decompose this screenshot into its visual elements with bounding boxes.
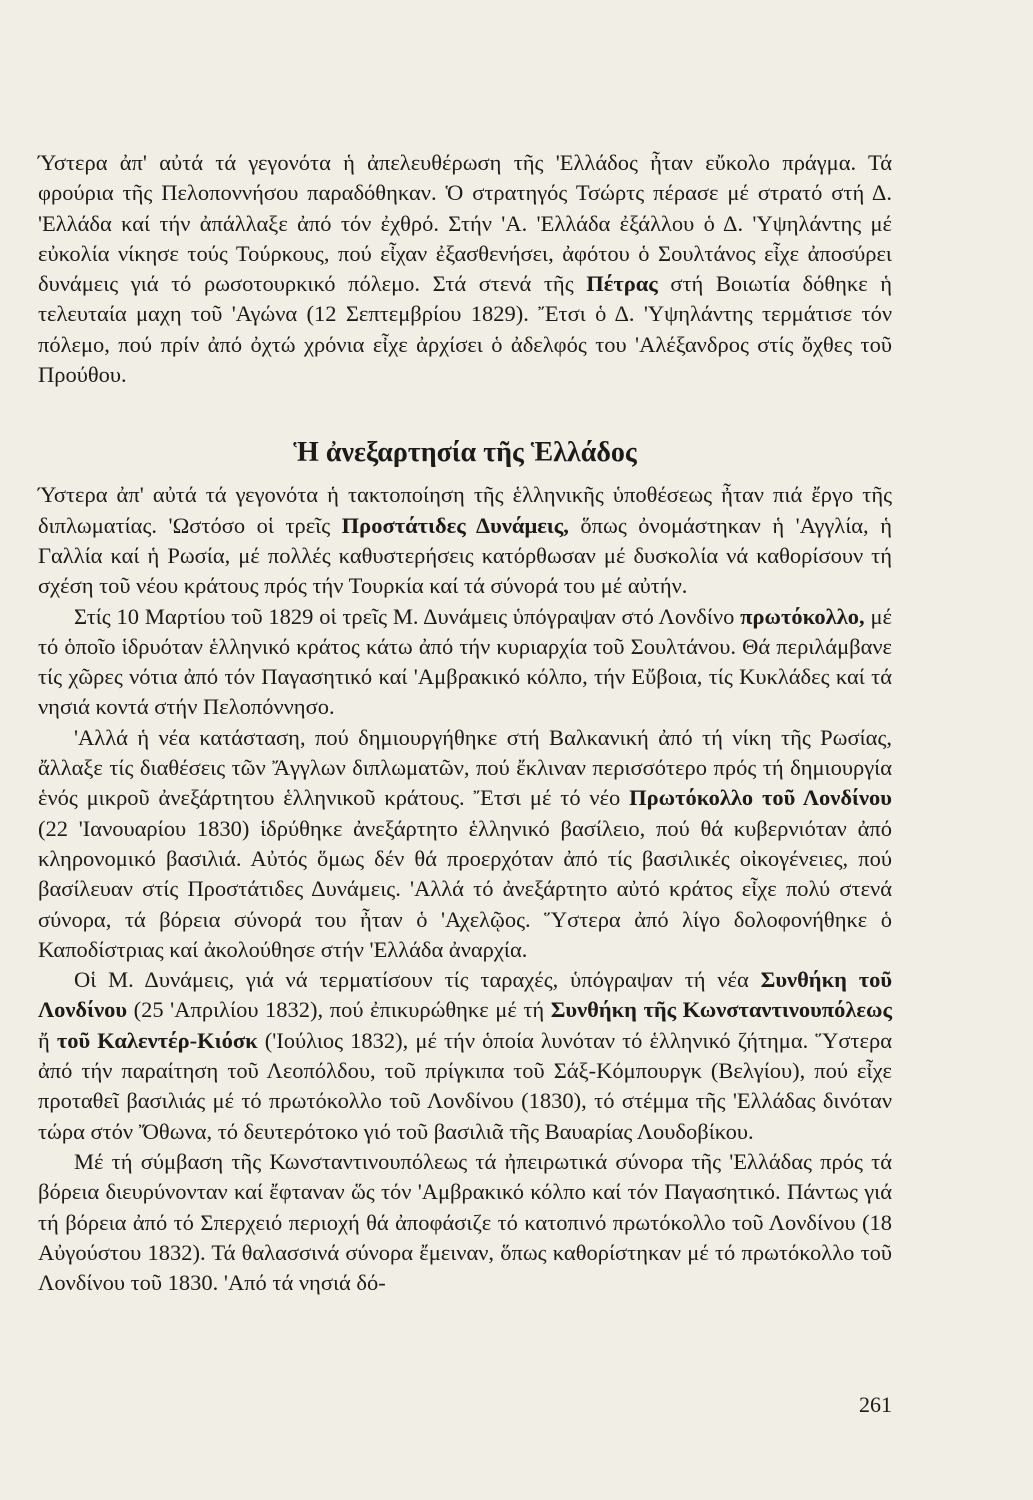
paragraph-1: [38, 480, 892, 601]
paragraph-5: [38, 1147, 892, 1298]
bold-term: Πέτρας: [586, 271, 658, 297]
text-run: ὅπως ὀνομάστηκαν ἡ 'Αγγλία, ἡ Γαλλία καί ἡ Ρωσία, μέ πολλές καθυστερήσεις κατόρθωσαν μέ δυσκολία νά καθορίσουν τή σχέση τοῦ νέου κράτους πρός τήν Τουρκία καί τά σύνορά του μέ αὐτήν.: [38, 512, 892, 599]
text-run: Ύστερα ἀπ' αὐτά τά γεγονότα ἡ ἀπελευθέρωση τῆς 'Ελλάδος ἦταν εὔκολο πράγμα. Τά φρούρια τῆς Πελοποννήσου παραδόθηκαν. Ὁ στρατηγός Τσώρτς πέρασε μέ στρατό στή Δ. 'Ελλάδα καί τήν ἀπάλλαξε ἀπό τόν ἐχθρό. Στήν 'Α. 'Ελλάδα ἐξάλλου ὁ Δ. 'Υψηλάντης μέ εὐκολία νίκησε τούς Τούρκους, πού εἶχαν ἐξασθενήσει, ἀφότου ὁ Σουλτάνος εἶχε ἀποσύρει δυνάμεις γιά τό ρωσοτουρκικό πόλεμο. Στά στενά τῆς: [38, 150, 892, 297]
text-column: [38, 148, 892, 1298]
intro-paragraph: [38, 148, 892, 390]
text-run: Μέ τή σύμβαση τῆς Κωνσταντινουπόλεως τά ἠπειρωτικά σύνορα τῆς 'Ελλάδας πρός τά βόρεια διευρύνονταν καί ἔφταναν ὥς τόν 'Αμβρακικό κόλπο καί τόν Παγασητικό. Πάντως γιά τή βόρεια ἀπό τό Σπερχειό περιοχή θά ἀποφάσιζε τό κατοπινό πρωτόκολλο τοῦ Λονδίνου (18 Αὐγούστου 1832). Τά θαλασσινά σύνορα ἔμειναν, ὅπως καθορίστηκαν μέ τό πρωτόκολλο τοῦ Λονδίνου τοῦ 1830. 'Από τά νησιά δό-: [38, 1148, 892, 1296]
text-run: (22 'Ιανουαρίου 1830) ἱδρύθηκε ἀνεξάρτητο ἑλληνικό βασίλειο, πού θά κυβερνιόταν ἀπό κληρονομικό βασιλιά. Αὐτός ὅμως δέν θά προερχόταν ἀπό τίς βασιλικές οἰκογένειες, πού βασίλευαν στίς Προστάτιδες Δυνάμεις. 'Αλλά τό ἀνεξάρτητο αὐτό κράτος εἶχε πολύ στενά σύνορα, τά βόρεια σύνορά του ἦταν ὁ 'Αχελῷος. Ὕστερα ἀπό λίγο δολοφονήθηκε ὁ Καποδίστριας καί ἀκολούθησε στήν 'Ελλάδα ἀναρχία.: [38, 815, 892, 962]
bold-term: Πρωτόκολλο τοῦ Λονδίνου: [629, 785, 892, 811]
bold-term: Συνθήκη τοῦ Λονδίνου: [38, 967, 893, 1023]
text-run: ('Ιούλιος 1832), μέ τήν ὁποία λυνόταν τό ἑλληνικό ζήτημα. Ὕστερα ἀπό τήν παραίτηση τοῦ Λεοπόλδου, τοῦ πρίγκιπα τοῦ Σάξ-Κόμπουργκ (Βελγίου), πού εἶχε προταθεῖ βασιλιάς μέ τό πρωτόκολλο τοῦ Λονδίνου (1830), τό στέμμα τῆς 'Ελλάδας δινόταν τώρα στόν Ὄθωνα, τό δευτερότοκο γιό τοῦ βασιλιᾶ τῆς Βαυαρίας Λουδοβίκου.: [38, 1027, 892, 1144]
text-run: ἤ: [38, 1027, 57, 1053]
text-run: (25 'Απριλίου 1832), πού ἐπικυρώθηκε μέ τή: [127, 997, 551, 1023]
bold-term: πρωτόκολλο,: [740, 603, 865, 629]
section-heading: Ἡ ἀνεξαρτησία τῆς Ἑλλάδος: [293, 437, 637, 469]
page-number: 261: [859, 1392, 892, 1417]
bold-term: τοῦ Καλεντέρ-Κιόσκ: [56, 1027, 258, 1053]
text-run: στή Βοιωτία δόθηκε ἡ τελευταία μαχη τοῦ 'Αγώνα (12 Σεπτεμβρίου 1829). Ἔτσι ὁ Δ. 'Υψηλάντης τερμάτισε τόν πόλεμο, πού πρίν ἀπό ὀχτώ χρόνια εἶχε ἀρχίσει ὁ ἀδελφός του 'Αλέξανδρος στίς ὄχθες τοῦ Προύθου.: [38, 271, 892, 388]
text-run: μέ τό ὁποῖο ἱδρυόταν ἑλληνικό κράτος κάτω ἀπό τήν κυριαρχία τοῦ Σουλτάνου. Θά περιλάμβανε τίς χῶρες νότια ἀπό τόν Παγασητικό καί 'Αμβρακικό κόλπο, τήν Εὔβοια, τίς Κυκλάδες καί τά νησιά κοντά στήν Πελοπόννησο.: [38, 603, 893, 720]
text-run: Οἱ Μ. Δυνάμεις, γιά νά τερματίσουν τίς ταραχές, ὑπόγραψαν τή νέα: [74, 967, 761, 993]
text-run: Ύστερα ἀπ' αὐτά τά γεγονότα ἡ τακτοποίηση τῆς ἑλληνικῆς ὑποθέσεως ἦταν πιά ἔργο τῆς διπλωματίας. 'Ωστόσο οἱ τρεῖς: [38, 482, 892, 538]
paragraph-4: [38, 965, 892, 1147]
text-run: 'Αλλά ἡ νέα κατάσταση, πού δημιουργήθηκε στή Βαλκανική ἀπό τή νίκη τῆς Ρωσίας, ἄλλαξε τίς διαθέσεις τῶν Ἄγγλων διπλωματῶν, πού ἔκλιναν περισσότερο πρός τή δημιουργία ἑνός μικροῦ ἀνεξάρτητου ἑλληνικοῦ κράτους. Ἔτσι μέ τό νέο: [38, 724, 892, 811]
bold-term: Προστάτιδες Δυνάμεις,: [341, 512, 569, 538]
bold-term: Συνθήκη τῆς Κωνσταντινουπόλεως: [550, 997, 892, 1023]
paragraph-3: [38, 723, 892, 965]
text-run: Στίς 10 Μαρτίου τοῦ 1829 οἱ τρεῖς Μ. Δυνάμεις ὑπόγραψαν στό Λονδίνο: [74, 603, 741, 629]
paragraph-2: [38, 602, 892, 723]
